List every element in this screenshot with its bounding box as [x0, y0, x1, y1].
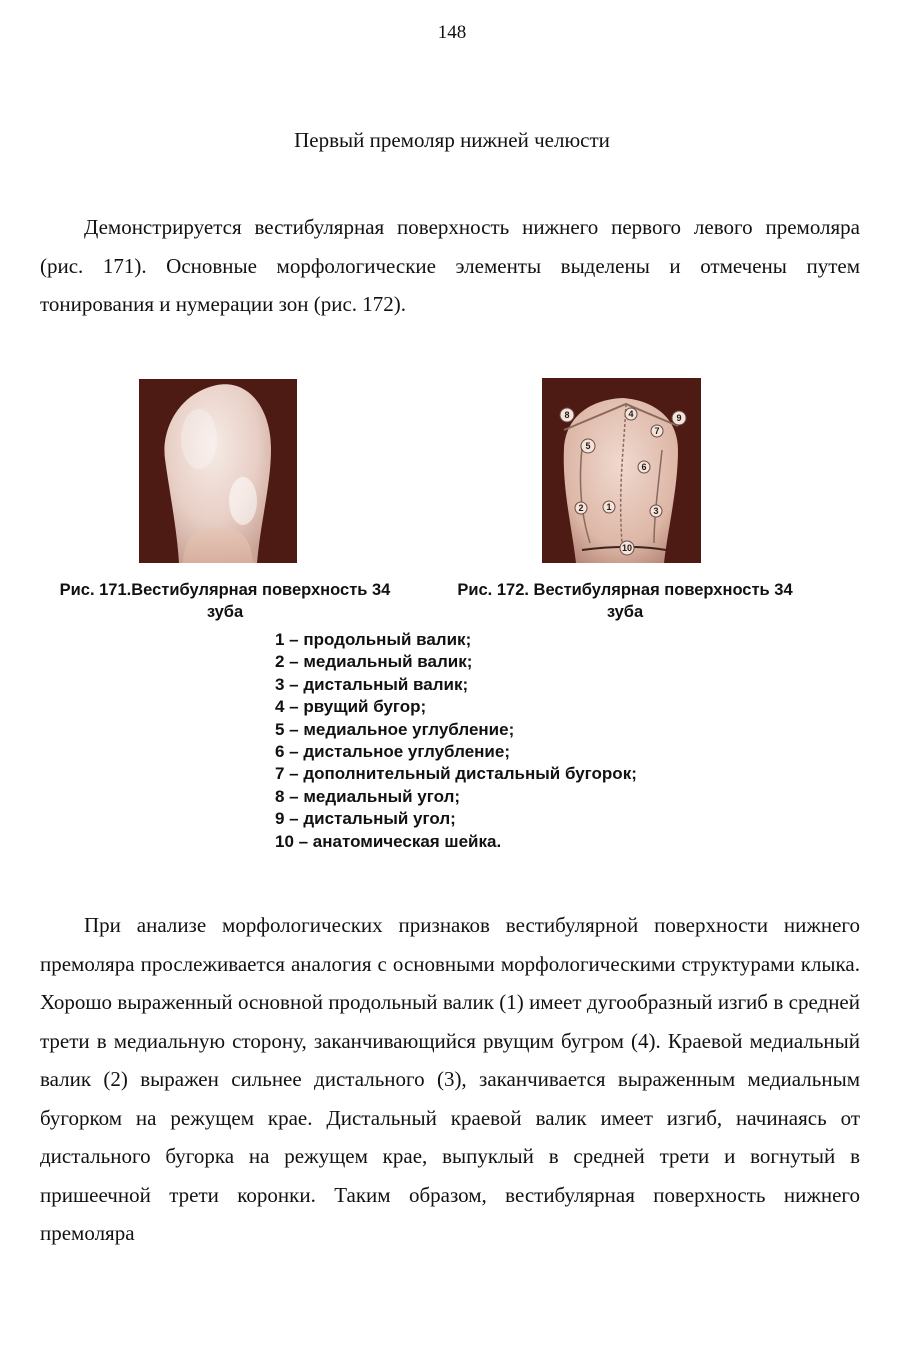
marker-7: 7 [654, 426, 660, 436]
legend-item: 8 – медиальный угол; [275, 786, 461, 806]
figure-171-caption [35, 579, 415, 623]
figure-172-caption-line1: Рис. 172. Вестибулярная поверхность 34 [457, 581, 793, 599]
marker-6: 6 [641, 462, 647, 472]
analysis-paragraph: При анализе морфологических признаков вестибулярной поверхности нижнего премоляра прослеживается аналогия с основными морфологическими структурами клыка. Хорошо выраженный основной продольный валик (1) имеет дугообразный изгиб в средней трети в медиальную сторону, заканчивающийся рвущим бугром (4). Краевой медиальный валик (2) выражен сильнее дистального (3), заканчивается выраженным медиальным бугорком на режущем крае. Дистальный краевой валик имеет изгиб, начинаясь от дистального бугорка на режущем крае, выпуклый в средней трети и вогнутый в пришеечной трети коронки. Таким образом, вестибулярная поверхность нижнего премоляра [40, 913, 860, 1245]
tooth-diagram-fig172 [542, 378, 701, 563]
legend-item: 5 – медиальное углубление; [275, 719, 515, 739]
section-title: Первый премоляр нижней челюсти [294, 128, 610, 152]
marker-10: 10 [621, 543, 633, 553]
legend-item: 6 – дистальное углубление; [275, 742, 510, 762]
legend-item: 3 – дистальный валик; [275, 674, 469, 694]
figure-172-caption [430, 579, 820, 623]
tooth-photo-fig171 [139, 379, 297, 563]
marker-1: 1 [606, 502, 612, 512]
figure-171-caption-line2: зуба [206, 603, 244, 621]
legend-item: 2 – медиальный валик; [275, 652, 473, 672]
marker-4: 4 [628, 409, 634, 419]
marker-3: 3 [653, 506, 659, 516]
marker-2: 2 [578, 503, 584, 513]
legend-item: 7 – дополнительный дистальный бугорок; [275, 764, 637, 784]
page-number: 148 [437, 22, 467, 43]
legend-item: 9 – дистальный угол; [275, 809, 456, 829]
figure-legend [275, 629, 637, 853]
marker-5: 5 [585, 441, 591, 451]
figure-172-caption-line2: зуба [606, 603, 644, 621]
marker-8: 8 [564, 410, 570, 420]
legend-item: 1 – продольный валик; [275, 630, 472, 649]
marker-9: 9 [676, 413, 682, 423]
legend-item: 10 – анатомическая шейка. [275, 831, 502, 851]
intro-paragraph: Демонстрируется вестибулярная поверхность нижнего первого левого премоляра (рис. 171). Основные морфологические элементы выделены и отмечены путем тонирования и нумерации зон (рис. 172). [40, 215, 860, 316]
legend-item: 4 – рвущий бугор; [275, 697, 427, 717]
figure-171-caption-line1: Рис. 171.Вестибулярная поверхность 34 [59, 581, 391, 599]
